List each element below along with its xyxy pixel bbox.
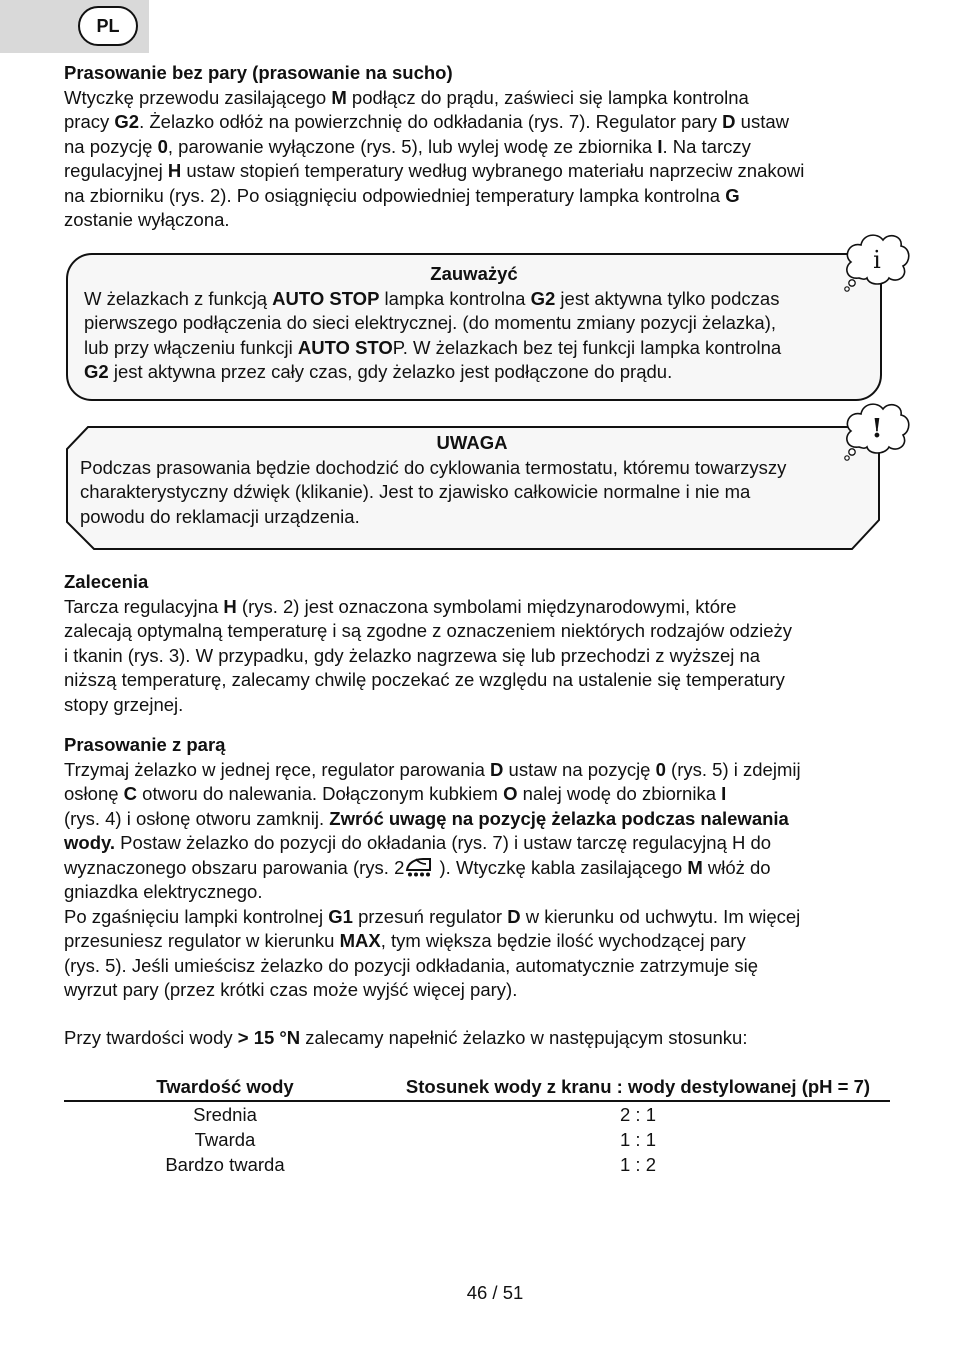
text-run: (rys. 5). Jeśli umieścisz żelazko do pozycji odkładania, automatycznie zatrzymuje się: [64, 954, 759, 976]
dry-ironing-section: [64, 61, 894, 233]
bold-run: I: [657, 135, 663, 157]
language-tab: [0, 0, 149, 53]
text-line: [64, 595, 894, 620]
info-glyph: i: [873, 246, 881, 274]
warning-glyph: !: [871, 414, 883, 444]
bold-run: > 15 °N: [237, 1027, 301, 1048]
bold-run: G2: [84, 361, 109, 382]
bold-run: H: [167, 160, 182, 181]
text-run: na pozycję: [64, 135, 158, 157]
text-line: [64, 135, 894, 160]
text-run: Przy twardości wody: [64, 1027, 238, 1048]
table-header: [64, 1073, 890, 1102]
text-run: pracy: [64, 111, 115, 132]
text-run: przesuń regulator: [352, 905, 508, 927]
text-run: zalecają optymalną temperaturę i są zgodne z oznaczeniem niektórych rodzajów odzieży: [64, 620, 793, 641]
text-line: [64, 905, 894, 930]
text-run: charakterystyczny dźwięk (klikanie). Jest to zjawisko całkowicie normalne i nie ma: [80, 481, 751, 502]
text-line: [64, 856, 894, 881]
text-line: [64, 954, 894, 979]
header-ratio: Stosunek wody z kranu : wody destylowanej (pH = 7): [405, 1076, 871, 1097]
info-bubble-icon: [837, 228, 913, 294]
note-text: [68, 287, 880, 385]
text-line: [64, 668, 894, 693]
text-run: stopy grzejnej.: [64, 693, 184, 715]
text-run: osłonę: [64, 783, 124, 804]
text-run: ). Wtyczkę kabla zasilającego: [434, 856, 688, 878]
text-run: jest aktywna przez cały czas, gdy żelazko jest podłączone do prądu.: [108, 361, 673, 382]
bold-run: M: [331, 86, 347, 108]
bold-run: O: [503, 783, 518, 804]
cell-hardness: Srednia: [193, 1104, 257, 1125]
bold-run: D: [490, 758, 504, 780]
text-run: włóż do: [702, 856, 771, 878]
bold-run: wody.: [64, 832, 116, 853]
cell-hardness: Bardzo twarda: [165, 1154, 285, 1175]
text-line: [64, 978, 894, 1003]
text-run: wyrzut pary (przez krótki czas może wyjść więcej pary).: [64, 979, 518, 1000]
text-line: [64, 110, 894, 135]
cell-ratio: 2 : 1: [620, 1104, 656, 1125]
text-run: (rys. 2) jest oznaczona symbolami międzynarodowymi, które: [236, 595, 737, 617]
steam-iron-icon: [404, 856, 434, 878]
header-hardness: Twardość wody: [156, 1076, 294, 1097]
text-run: Podczas prasowania będzie dochodzić do cyklowania termostatu, któremu towarzyszy: [80, 456, 787, 478]
text-run: ustaw stopień temperatury według wybranego materiału naprzeciw znakowi: [181, 160, 805, 181]
bold-run: G2: [530, 287, 556, 309]
cell-ratio: 1 : 1: [620, 1129, 656, 1150]
recommendations-section: [64, 570, 894, 717]
text-line: [64, 644, 894, 669]
text-line: [84, 336, 858, 361]
dry-ironing-heading: Prasowanie bez pary (prasowanie na sucho): [64, 62, 453, 83]
bold-run: Zwróć uwagę na pozycję żelazka podczas nalewania: [329, 807, 789, 829]
bold-run: 0: [157, 135, 168, 157]
text-line: [84, 287, 858, 312]
bold-run: H: [223, 595, 237, 617]
text-line: [80, 480, 856, 505]
cell-ratio: 1 : 2: [620, 1154, 656, 1175]
recommendations-text: [64, 595, 894, 718]
bold-run: MAX: [339, 930, 381, 951]
language-badge: PL: [78, 6, 138, 46]
text-run: Postaw żelazko do pozycji do okładania (rys. 7) i ustaw tarczę regulacyjną H do: [115, 832, 772, 853]
text-line: [64, 208, 894, 233]
text-line: [80, 456, 856, 481]
text-run: nalej wodę do zbiornika: [517, 783, 722, 804]
text-line: [64, 880, 894, 905]
text-line: [64, 782, 894, 807]
bold-run: AUTO STOP: [272, 287, 380, 309]
text-run: Po zgaśnięciu lampki kontrolnej: [64, 905, 329, 927]
text-run: , tym większa będzie ilość wychodzącej pary: [380, 930, 746, 951]
text-run: lampka kontrolna: [379, 287, 531, 309]
hardness-text: [64, 1026, 894, 1051]
text-run: ustaw: [735, 111, 789, 132]
text-run: , parowanie wyłączone (rys. 5), lub wylej wodę ze zbiornika: [167, 135, 658, 157]
text-line: [64, 184, 894, 209]
text-run: Trzymaj żelazko w jednej ręce, regulator parowania: [64, 758, 491, 780]
note-box: [66, 253, 882, 401]
table-row: [64, 1127, 890, 1152]
text-line: [64, 159, 894, 184]
text-run: ustaw na pozycję: [503, 758, 656, 780]
bold-run: G: [725, 184, 740, 206]
text-run: Wtyczkę przewodu zasilającego: [64, 86, 332, 108]
text-line: [64, 619, 894, 644]
text-run: . Na tarczy: [662, 135, 751, 157]
text-line: [64, 693, 894, 718]
text-run: jest aktywna tylko podczas: [555, 287, 780, 309]
text-run: lub przy włączeniu funkcji: [84, 336, 298, 358]
text-run: Tarcza regulacyjna: [64, 595, 224, 617]
text-run: gniazdka elektrycznego.: [64, 881, 263, 902]
text-run: w kierunku od uchwytu. Im więcej: [520, 905, 801, 927]
text-run: W żelazkach z funkcją: [84, 287, 273, 309]
warning-title: UWAGA: [436, 432, 508, 453]
bold-run: G2: [114, 111, 140, 132]
text-run: (rys. 4) i osłonę otworu zamknij.: [64, 807, 330, 829]
note-title: Zauważyć: [430, 263, 518, 284]
cell-hardness: Twarda: [194, 1129, 256, 1150]
dry-ironing-text: [64, 86, 894, 233]
text-line: [64, 807, 894, 832]
text-run: otworu do nalewania. Dołączonym kubkiem: [137, 783, 504, 804]
hardness-section: [64, 1026, 894, 1051]
text-line: [64, 86, 894, 111]
text-run: niższą temperaturę, zalecamy chwilę poczekać ze względu na ustalenie się temperatury: [64, 669, 785, 690]
bold-run: D: [722, 111, 736, 132]
bold-run: M: [687, 856, 703, 878]
text-line: [64, 1026, 894, 1051]
steam-ironing-heading: Prasowanie z parą: [64, 734, 226, 755]
text-line: [64, 929, 894, 954]
warning-bubble-icon: [837, 397, 913, 463]
bold-run: AUTO STO: [297, 336, 393, 358]
text-run: podłącz do prądu, zaświeci się lampka kontrolna: [346, 86, 749, 108]
text-line: [84, 311, 858, 336]
text-run: . Żelazko odłóż na powierzchnię do odkładania (rys. 7). Regulator pary: [139, 111, 723, 132]
bold-run: I: [721, 783, 727, 804]
table-row: [64, 1152, 890, 1177]
text-run: wyznaczonego obszaru parowania (rys. 2: [64, 856, 405, 878]
text-line: [64, 758, 894, 783]
recommendations-heading: Zalecenia: [64, 571, 149, 592]
text-run: (rys. 5) i zdejmij: [665, 758, 801, 780]
text-run: P. W żelazkach bez tej funkcji lampka kontrolna: [392, 336, 782, 358]
warning-text: [66, 456, 878, 530]
page-number: 46 / 51: [466, 1282, 524, 1303]
text-run: i tkanin (rys. 3). W przypadku, gdy żelazko nagrzewa się lub przechodzi z wyższej na: [64, 644, 761, 666]
bold-run: 0: [655, 758, 666, 780]
steam-ironing-text: [64, 758, 894, 1003]
text-run: zostanie wyłączona.: [64, 209, 230, 230]
text-run: na zbiorniku (rys. 2). Po osiągnięciu odpowiedniej temperatury lampka kontrolna: [64, 184, 726, 206]
text-line: [84, 360, 858, 385]
water-ratio-table: [64, 1073, 890, 1177]
text-run: przesuniesz regulator w kierunku: [64, 930, 340, 951]
bold-run: G1: [328, 905, 353, 927]
bold-run: C: [123, 783, 138, 804]
text-line: [64, 831, 894, 856]
steam-ironing-section: [64, 733, 894, 1003]
text-run: zalecamy napełnić żelazko w następującym stosunku:: [300, 1027, 748, 1048]
bold-run: D: [507, 905, 521, 927]
warning-content: [66, 428, 878, 529]
text-run: regulacyjnej: [64, 160, 168, 181]
text-run: powodu do reklamacji urządzenia.: [80, 505, 360, 527]
table-row: [64, 1102, 890, 1127]
text-run: pierwszego podłączenia do sieci elektrycznej. (do momentu zmiany pozycji żelazka),: [84, 312, 777, 333]
text-line: [80, 505, 856, 530]
